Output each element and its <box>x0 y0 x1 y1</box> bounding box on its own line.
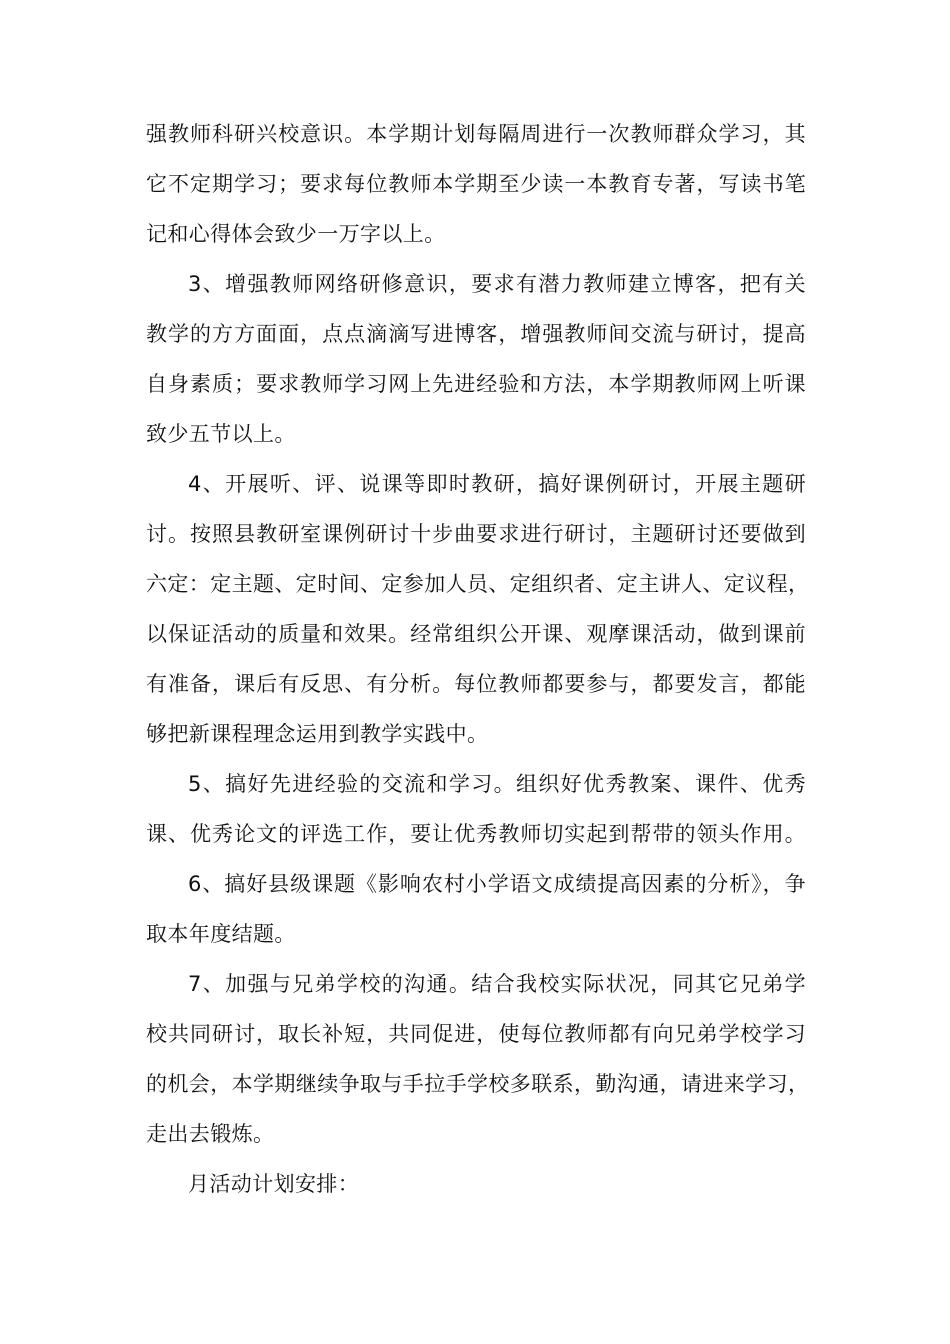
paragraph-line: 走出去锻炼。 <box>146 1122 275 1146</box>
paragraph-line: 记和心得体会致少一万字以上。 <box>146 222 446 246</box>
paragraph-line: 课、优秀论文的评选工作，要让优秀教师切实起到帮带的领头作用。 <box>146 822 806 846</box>
paragraph-line: 5、搞好先进经验的交流和学习。组织好优秀教案、课件、优秀 <box>188 772 806 796</box>
paragraph-line: 以保证活动的质量和效果。经常组织公开课、观摩课活动，做到课前 <box>146 622 806 646</box>
paragraph-line: 够把新课程理念运用到教学实践中。 <box>146 722 489 746</box>
paragraph-line: 校共同研讨，取长补短，共同促进，使每位教师都有向兄弟学校学习 <box>146 1022 806 1046</box>
paragraph-line: 4、开展听、评、说课等即时教研，搞好课例研讨，开展主题研 <box>188 472 806 496</box>
paragraph-line: 教学的方方面面，点点滴滴写进博客，增强教师间交流与研讨，提高 <box>146 322 806 346</box>
section-heading: 月活动计划安排： <box>188 1172 360 1196</box>
paragraph-line: 讨。按照县教研室课例研讨十步曲要求进行研讨，主题研讨还要做到 <box>146 522 806 546</box>
paragraph-line: 的机会，本学期继续争取与手拉手学校多联系，勤沟通，请进来学习， <box>146 1072 810 1096</box>
paragraph-line: 致少五节以上。 <box>146 422 296 446</box>
paragraph-line: 有准备，课后有反思、有分析。每位教师都要参与，都要发言，都能 <box>146 672 806 696</box>
paragraph-line: 7、加强与兄弟学校的沟通。结合我校实际状况，同其它兄弟学 <box>188 972 806 996</box>
paragraph-line: 强教师科研兴校意识。本学期计划每隔周进行一次教师群众学习，其 <box>146 122 806 146</box>
paragraph-line: 3、增强教师网络研修意识，要求有潜力教师建立博客，把有关 <box>188 272 806 296</box>
paragraph-line: 六定：定主题、定时间、定参加人员、定组织者、定主讲人、定议程， <box>146 572 810 596</box>
paragraph-line: 取本年度结题。 <box>146 922 296 946</box>
paragraph-line: 自身素质；要求教师学习网上先进经验和方法，本学期教师网上听课 <box>146 372 806 396</box>
paragraph-line: 它不定期学习；要求每位教师本学期至少读一本教育专著，写读书笔 <box>146 172 806 196</box>
paragraph-line: 6、搞好县级课题《影响农村小学语文成绩提高因素的分析》，争 <box>188 872 806 896</box>
